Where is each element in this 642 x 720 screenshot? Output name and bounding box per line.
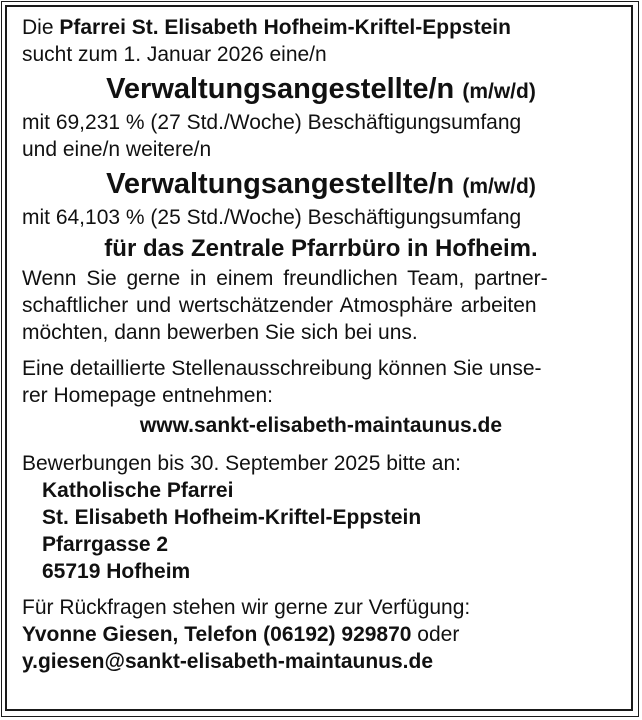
- contact-line: [22, 621, 620, 648]
- job2-title: [22, 167, 620, 204]
- deadline-text: Bewerbungen bis 30. September 2025 bitte an:: [22, 452, 461, 475]
- intro-prefix: Die: [22, 16, 60, 39]
- contact-email[interactable]: y.giesen@sankt-elisabeth-maintaunus.de: [22, 650, 434, 673]
- job2-title-text: Verwaltungsangestellte/n: [106, 168, 455, 200]
- parish-name: Pfarrei St. Elisabeth Hofheim-Kriftel-Eppstein: [59, 16, 511, 39]
- contact-or: oder: [411, 623, 460, 646]
- pitch-line-2: schaftlicher und wertschätzender Atmosphäre arbeiten: [22, 294, 537, 317]
- address-line: Katholische Pfarrei: [42, 479, 234, 502]
- job1-title: [22, 72, 620, 109]
- address-line: Pfarrgasse 2: [42, 533, 169, 556]
- office-heading: für das Zentrale Pfarrbüro in Hofheim.: [104, 235, 538, 262]
- connector-text: und eine/n weitere/n: [22, 138, 212, 161]
- contact-intro: Für Rückfragen stehen wir gerne zur Verfügung:: [22, 596, 471, 619]
- pitch-line-3: möchten, dann bewerben Sie sich bei uns.: [22, 321, 418, 344]
- address-block: [22, 477, 620, 585]
- job2-scope: mit 64,103 % (25 Std./Woche) Beschäftigungsumfang: [22, 206, 522, 229]
- intro-line-2: sucht zum 1. Januar 2026 eine/n: [22, 43, 327, 66]
- intro-line: [22, 14, 620, 41]
- homepage-link[interactable]: www.sankt-elisabeth-maintaunus.de: [139, 414, 503, 437]
- job-advertisement: [22, 14, 620, 675]
- contact-name-phone: Yvonne Giesen, Telefon (06192) 929870: [22, 623, 412, 646]
- job1-gender: (m/w/d): [462, 80, 536, 103]
- address-line: 65719 Hofheim: [42, 560, 191, 583]
- pitch-line-1: Wenn Sie gerne in einem freundlichen Team, partner-: [22, 267, 548, 290]
- details-line-1: Eine detaillierte Stellenausschreibung können Sie unse-: [22, 357, 542, 380]
- job1-title-text: Verwaltungsangestellte/n: [106, 73, 455, 105]
- address-line: St. Elisabeth Hofheim-Kriftel-Eppstein: [42, 506, 422, 529]
- details-line-2: rer Homepage entnehmen:: [22, 384, 273, 407]
- job1-scope: mit 69,231 % (27 Std./Woche) Beschäftigungsumfang: [22, 111, 522, 134]
- job2-gender: (m/w/d): [462, 175, 536, 198]
